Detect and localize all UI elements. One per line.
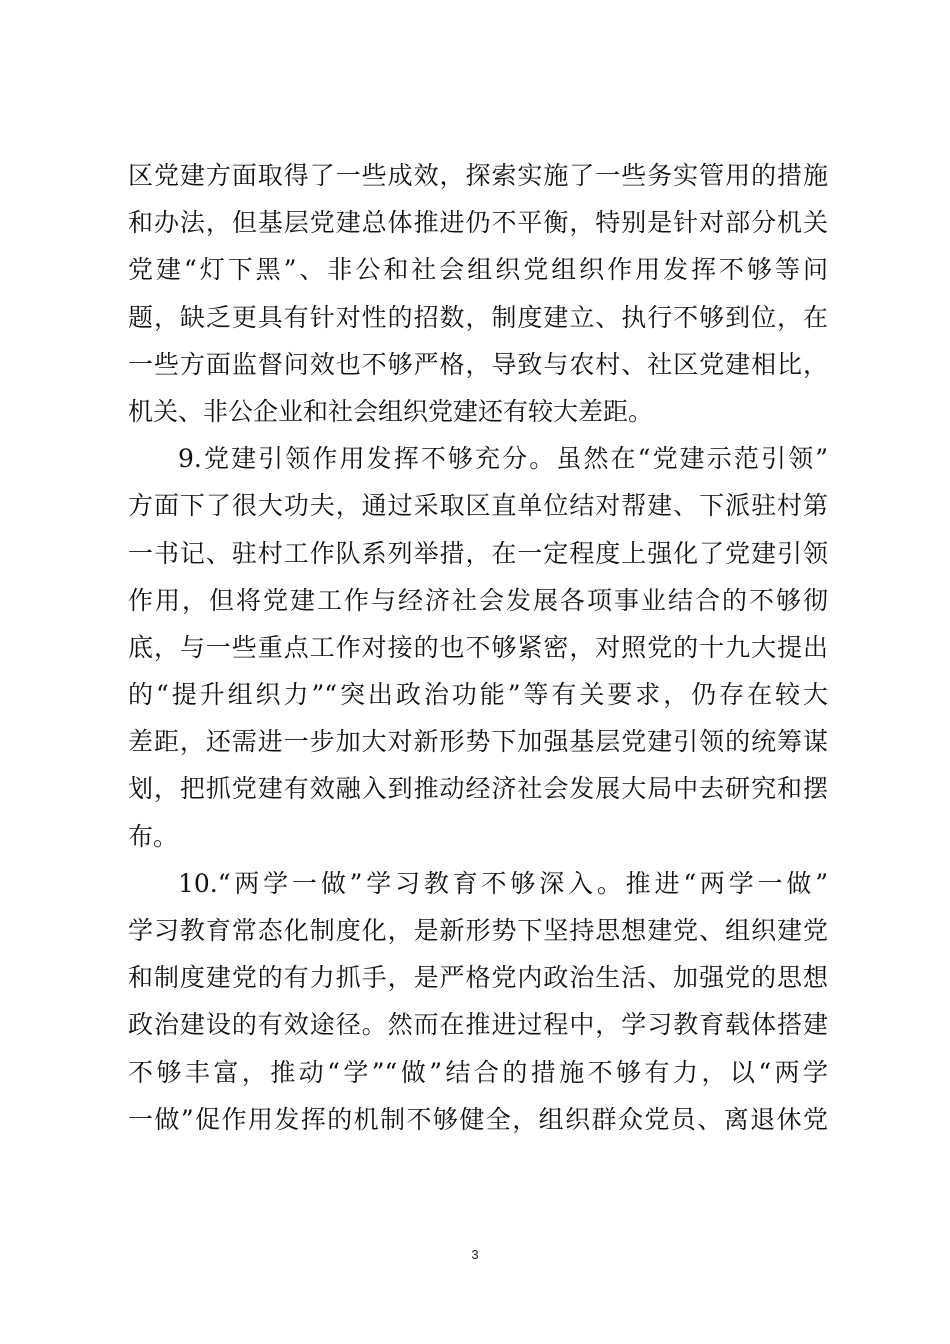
text-line: 政治建设的有效途径。然而在推进过程中，学习教育载体搭建 xyxy=(128,1010,828,1040)
text-line: 的“提升组织力”“突出政治功能”等有关要求，仍存在较大 xyxy=(128,680,828,710)
text-line: 划，把抓党建有效融入到推动经济社会发展大局中去研究和摆 xyxy=(128,774,828,804)
text-line: 不够丰富，推动“学”“做”结合的措施不够有力，以“两学 xyxy=(128,1057,828,1087)
text-line: 和制度建党的有力抓手，是严格党内政治生活、加强党的思想 xyxy=(128,963,828,993)
text-line: 题，缺乏更具有针对性的招数，制度建立、执行不够到位，在 xyxy=(128,302,828,332)
text-line: 差距，还需进一步加大对新形势下加强基层党建引领的统筹谋 xyxy=(128,727,828,757)
document-body xyxy=(128,152,828,1143)
text-line: 和办法，但基层党建总体推进仍不平衡，特别是针对部分机关 xyxy=(128,208,828,238)
text-line: 方面下了很大功夫，通过采取区直单位结对帮建、下派驻村第 xyxy=(128,491,828,521)
text-line: 作用，但将党建工作与经济社会发展各项事业结合的不够彻 xyxy=(128,585,828,615)
text-line: 学习教育常态化制度化，是新形势下坚持思想建党、组织建党 xyxy=(128,916,828,945)
text-line: 一些方面监督问效也不够严格，导致与农村、社区党建相比， xyxy=(128,349,828,379)
text-line: 布。 xyxy=(128,821,179,851)
text-line: 党建“灯下黑”、非公和社会组织党组织作用发挥不够等问 xyxy=(128,255,828,285)
text-line: 一做”促作用发挥的机制不够健全，组织群众党员、离退休党 xyxy=(128,1104,828,1134)
text-line: 底，与一些重点工作对接的也不够紧密，对照党的十九大提出 xyxy=(128,632,828,662)
text-line: 机关、非公企业和社会组织党建还有较大差距。 xyxy=(128,396,654,426)
text-line: 区党建方面取得了一些成效，探索实施了一些务实管用的措施 xyxy=(128,161,828,190)
page-number: 3 xyxy=(471,1247,479,1262)
paragraph-heading-line: 10.“两学一做”学习教育不够深入。推进“两学一做” xyxy=(178,868,828,898)
text-line: 一书记、驻村工作队系列举措，在一定程度上强化了党建引领 xyxy=(128,538,828,568)
paragraph-heading-line: 9.党建引领作用发挥不够充分。虽然在“党建示范引领” xyxy=(178,444,828,474)
